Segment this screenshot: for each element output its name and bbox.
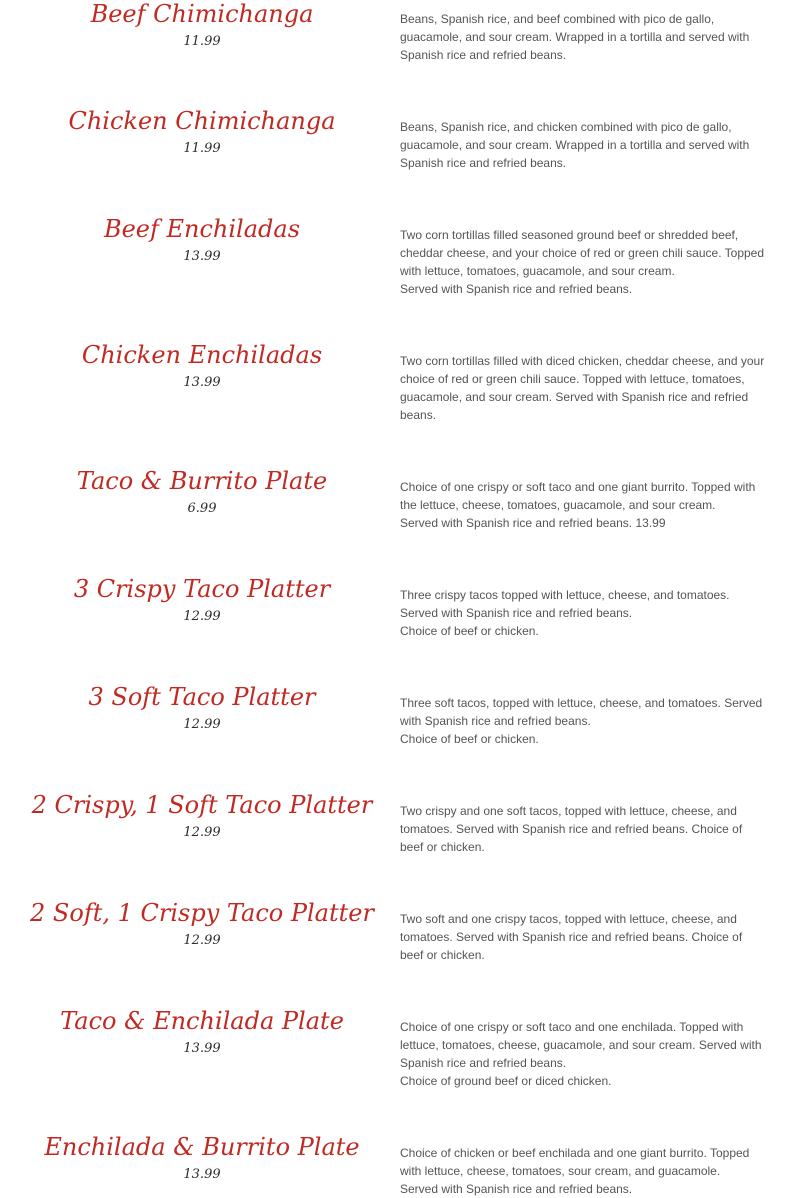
item-heading <box>0 1007 404 1057</box>
item-price: 13.99 <box>183 249 221 264</box>
item-name: Beef Chimichanga <box>90 0 314 28</box>
item-price: 6.99 <box>187 501 217 516</box>
description-line: Two soft and one crispy tacos, topped with lettuce, cheese, and tomatoes. Served with Spanish rice and refried beans. Choice of beef or chicken. <box>400 912 743 962</box>
item-price: 13.99 <box>183 1041 221 1056</box>
item-price: 13.99 <box>183 1167 221 1182</box>
item-heading <box>0 1133 404 1183</box>
description-line: Three crispy tacos topped with lettuce, cheese, and tomatoes. <box>400 588 730 602</box>
description-line: Served with Spanish rice and refried beans. 13.99 <box>400 516 666 530</box>
item-price: 13.99 <box>183 375 221 390</box>
item-description <box>400 478 768 532</box>
item-description <box>400 694 768 748</box>
item-price: 12.99 <box>183 933 221 948</box>
item-name: Beef Enchiladas <box>103 215 301 243</box>
item-heading <box>0 341 404 391</box>
description-line: Choice of beef or chicken. <box>400 624 539 638</box>
description-line: Choice of ground beef or diced chicken. <box>400 1074 612 1088</box>
item-heading <box>0 107 404 157</box>
description-line: Served with Spanish rice and refried beans. <box>400 606 633 620</box>
description-line: Choice of one crispy or soft taco and one giant burrito. Topped with the lettuce, cheese, tomatoes, guacamole, and sour cream. <box>400 480 756 512</box>
item-heading <box>0 0 404 50</box>
item-description <box>400 226 768 298</box>
item-heading <box>0 215 404 265</box>
description-line: Two corn tortillas filled with diced chicken, cheddar cheese, and your choice of red or green chili sauce. Topped with lettuce, tomatoes, guacamole, and sour cream. Served with Spanish rice and refried beans. <box>400 354 765 422</box>
item-name: 3 Crispy Taco Platter <box>73 575 331 603</box>
item-price: 11.99 <box>183 141 221 156</box>
item-name: 3 Soft Taco Platter <box>88 683 316 711</box>
item-heading <box>0 467 404 517</box>
item-description <box>400 586 768 640</box>
item-description <box>400 10 768 64</box>
item-name: Enchilada & Burrito Plate <box>44 1133 360 1161</box>
item-heading <box>0 899 404 949</box>
description-line: Two corn tortillas filled seasoned ground beef or shredded beef, cheddar cheese, and your choice of red or green chili sauce. Topped with lettuce, tomatoes, guacamole, and sour cream. <box>400 228 765 278</box>
description-line: Choice of one crispy or soft taco and one enchilada. Topped with lettuce, tomatoes, cheese, guacamole, and sour cream. Served with Spanish rice and refried beans. <box>400 1020 762 1070</box>
item-name: Chicken Enchiladas <box>81 341 323 369</box>
description-line: Beans, Spanish rice, and beef combined with pico de gallo, guacamole, and sour cream. Wrapped in a tortilla and served with Spanish rice and refried beans. <box>400 12 750 62</box>
item-heading <box>0 683 404 733</box>
item-price: 11.99 <box>183 34 221 49</box>
description-line: Served with Spanish rice and refried beans. <box>400 1182 633 1196</box>
item-description <box>400 118 768 172</box>
description-line: Choice of beef or chicken. <box>400 732 539 746</box>
item-description <box>400 1144 768 1198</box>
item-description <box>400 1018 768 1090</box>
description-line: Two crispy and one soft tacos, topped with lettuce, cheese, and tomatoes. Served with Spanish rice and refried beans. Choice of beef or chicken. <box>400 804 743 854</box>
description-line: Three soft tacos, topped with lettuce, cheese, and tomatoes. Served with Spanish rice and refried beans. <box>400 696 763 728</box>
description-line: Served with Spanish rice and refried beans. <box>400 282 633 296</box>
description-line: Beans, Spanish rice, and chicken combined with pico de gallo, guacamole, and sour cream. Wrapped in a tortilla and served with Spanish rice and refried beans. <box>400 120 750 170</box>
item-price: 12.99 <box>183 609 221 624</box>
item-name: Taco & Enchilada Plate <box>60 1007 344 1035</box>
item-price: 12.99 <box>183 825 221 840</box>
item-description <box>400 352 768 424</box>
item-heading <box>0 791 404 841</box>
item-price: 12.99 <box>183 717 221 732</box>
description-line: Choice of chicken or beef enchilada and one giant burrito. Topped with lettuce, cheese, tomatoes, sour cream, and guacamole. <box>400 1146 750 1178</box>
item-name: 2 Crispy, 1 Soft Taco Platter <box>31 791 373 819</box>
item-name: Taco & Burrito Plate <box>76 467 328 495</box>
item-description <box>400 802 768 856</box>
item-name: 2 Soft, 1 Crispy Taco Platter <box>30 899 374 927</box>
item-heading <box>0 575 404 625</box>
item-description <box>400 910 768 964</box>
item-name: Chicken Chimichanga <box>68 107 336 135</box>
